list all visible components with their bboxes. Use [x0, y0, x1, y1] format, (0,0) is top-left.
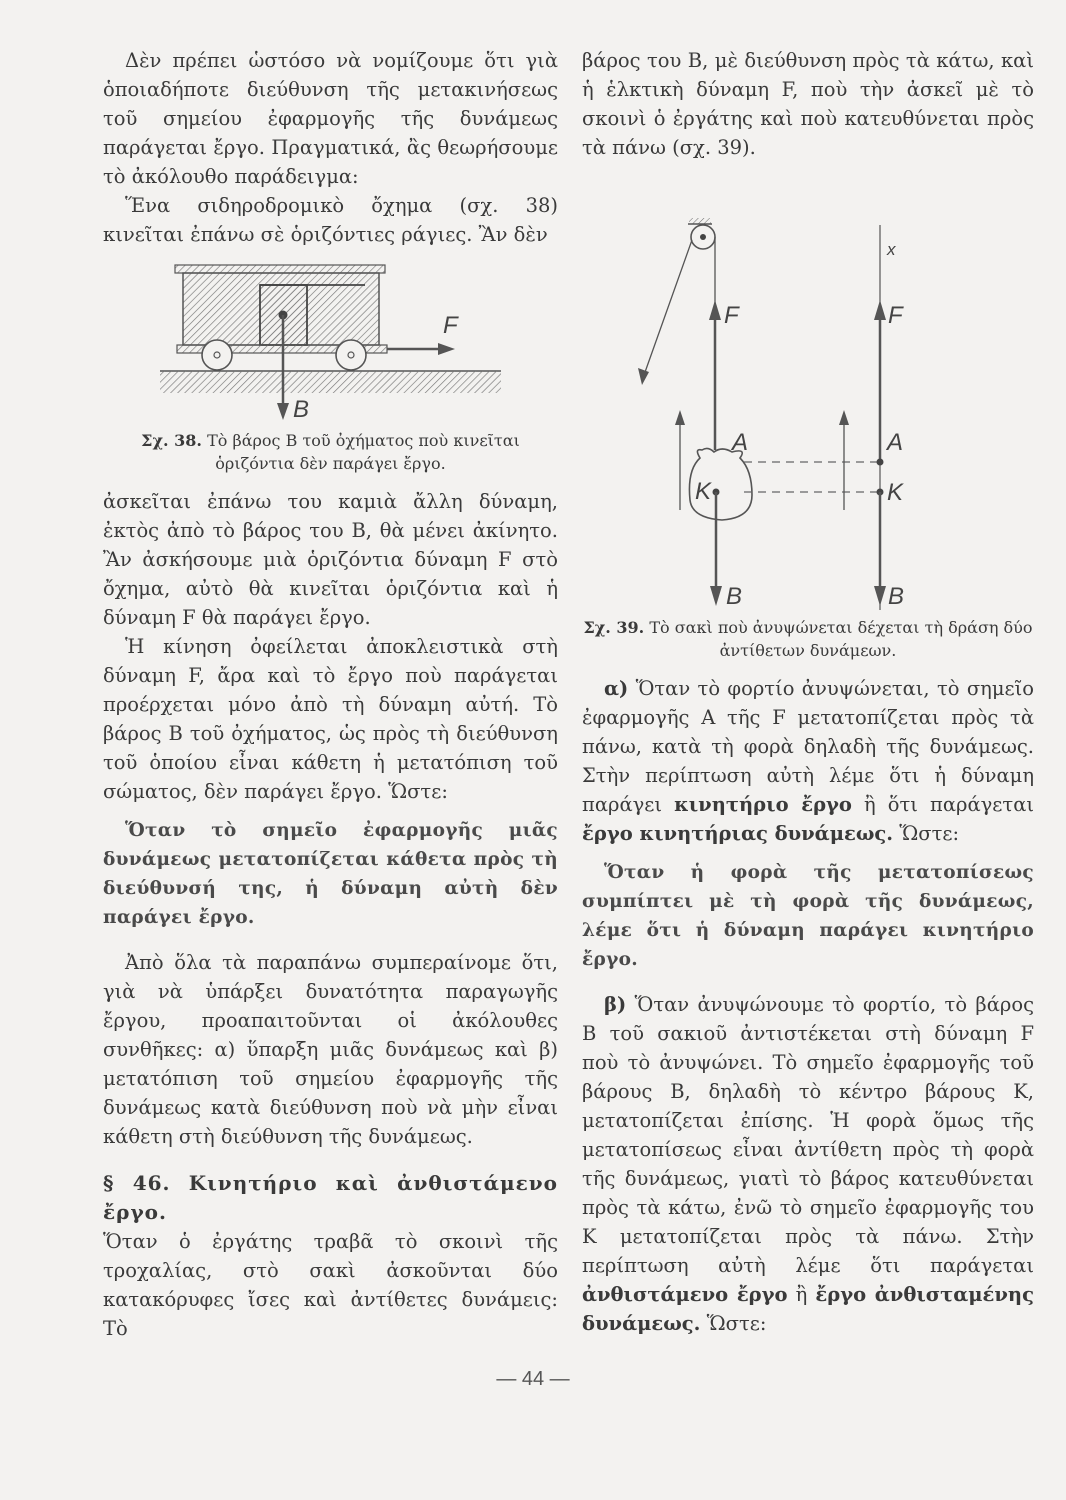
left-column	[103, 46, 558, 1343]
paragraph-motion-cause: Ἡ κίνηση ὀφείλεται ἀποκλειστικὰ στὴ δύναμη F, ἄρα καὶ τὸ ἔργο ποὺ παράγεται προέρχεται μόνο ἀπὸ τὴ δύναμη αὐτή. Τὸ βάρος Β τοῦ ὀχήματος, ὡς πρὸς τὴ διεύθυνση τοῦ ὁποίου εἶναι κάθετη ἡ μετατόπιση τοῦ σώματος, δὲν παράγει ἔργο. Ὥστε:	[103, 635, 558, 803]
figure-39-caption	[582, 616, 1034, 662]
pulley-sack-diagram-icon	[582, 170, 1034, 610]
rule-motive-work: Ὅταν ἡ φορὰ τῆς μετατοπίσεως συμπίπτει μὲ τὴ φορὰ τῆς δυνάμεως, λέμε ὅτι ἡ δύναμη παράγει κινητήριο ἔργο.	[582, 862, 1034, 970]
case-a-label: α)	[604, 677, 629, 700]
term-resistive-work: ἀνθιστάμενο ἔργο	[582, 1283, 788, 1306]
svg-text:B: B	[726, 583, 743, 610]
paragraph-pulley-intro: Ὅταν ὁ ἐργάτης τραβᾶ τὸ σκοινὶ τῆς τροχαλίας, στὸ σακὶ ἀσκοῦνται δύο κατακόρυφες ἴσες καὶ ἀντίθετες δυνάμεις: Τὸ	[103, 1230, 558, 1340]
paragraph-intro: Δὲν πρέπει ὡστόσο νὰ νομίζουμε ὅτι γιὰ ὁποιαδήποτε διεύθυνση τῆς μετακινήσεως τοῦ σημείου ἐφαρμογῆς τῆς δυνάμεως παράγεται ἔργο. Πραγματικά, ἂς θεωρήσουμε τὸ ἀκόλουθο παράδειγμα:	[103, 49, 558, 188]
case-b-label: β)	[604, 993, 627, 1016]
figure-38-caption-text: Τὸ βάρος Β τοῦ ὀχήματος ποὺ κινεῖται ὁριζόντια δὲν παράγει ἔργο.	[207, 431, 520, 473]
rule-perpendicular-no-work: Ὅταν τὸ σημεῖο ἐφαρμογῆς μιᾶς δυνάμεως μετατοπίζεται κάθετα πρὸς τὴ διεύθυνσή της, ἡ δύναμη αὐτὴ δὲν παράγει ἔργο.	[103, 820, 558, 928]
figure-38-railway-car	[103, 255, 558, 423]
paragraph-force-on-car: ἀσκεῖται ἐπάνω του καμιὰ ἄλλη δύναμη, ἐκτὸς ἀπὸ τὸ βάρος του Β, θὰ μένει ἀκίνητο. Ἂν ἀσκήσουμε μιὰ ὁριζόντια δύναμη F στὸ ὄχημα, αὐτὸ θὰ κινεῖται ὁριζόντια καὶ ἡ δύναμη F θὰ παράγει ἔργο.	[103, 490, 558, 629]
figure-39-caption-label: Σχ. 39.	[583, 618, 645, 637]
figure-38-caption	[103, 429, 558, 475]
page-number: — 44 —	[496, 1368, 570, 1390]
svg-text:x: x	[887, 240, 896, 259]
paragraph-case-a: α) Ὅταν τὸ φορτίο ἀνυψώνεται, τὸ σημεῖο ἐφαρμογῆς Α τῆς F μετατοπίζεται πρὸς τὰ πάνω, κατὰ τὴ φορὰ δηλαδὴ τῆς δυνάμεως. Στὴν περίπτωση αὐτὴ λέμε ὅτι ἡ δύναμη παράγει κινητήριο ἔργο ἢ ὅτι παράγεται ἔργο κινητήριας δυνάμεως. Ὥστε:	[582, 677, 1035, 845]
svg-text:K: K	[695, 478, 712, 505]
svg-text:B: B	[293, 396, 310, 423]
svg-text:A: A	[887, 429, 904, 456]
paragraph-weight-and-force: βάρος του Β, μὲ διεύθυνση πρὸς τὰ κάτω, καὶ ἡ ἑλκτικὴ δύναμη F, ποὺ τὴν ἀσκεῖ μὲ τὸ σκοινὶ ὁ ἐργάτης καὶ ποὺ κατευθύνεται πρὸς τὰ πάνω (σχ. 39).	[582, 49, 1034, 159]
right-column	[582, 46, 1034, 1338]
figure-38-caption-label: Σχ. 38.	[141, 431, 202, 450]
svg-text:F: F	[888, 302, 903, 329]
term-motive-force-work: ἔργο κινητήριας δυνάμεως.	[582, 822, 894, 845]
svg-text:F: F	[443, 312, 458, 339]
svg-text:K: K	[887, 479, 904, 506]
paragraph-conditions-for-work: Ἀπὸ ὅλα τὰ παραπάνω συμπεραίνομε ὅτι, γιὰ νὰ ὑπάρξει δυνατότητα παραγωγῆς ἔργου, προαπαιτοῦνται οἱ ἀκόλουθες συνθῆκες: α) ὕπαρξη μιᾶς δυνάμεως καὶ β) μετατόπιση τοῦ σημείου ἐφαρμογῆς τῆς δυνάμεως κατὰ διεύθυνση ποὺ νὰ μὴν εἶναι κάθετη στὴ διεύθυνση τῆς δυνάμεως.	[103, 951, 558, 1148]
figure-39-caption-text: Τὸ σακὶ ποὺ ἀνυψώνεται δέχεται τὴ δράση δύο ἀντίθετων δυνάμεων.	[649, 618, 1033, 660]
svg-text:A: A	[732, 429, 749, 456]
paragraph-case-b: β) Ὅταν ἀνυψώνουμε τὸ φορτίο, τὸ βάρος Β τοῦ σακιοῦ ἀντιστέκεται στὴ δύναμη F ποὺ τὸ ἀνυψώνει. Τὸ σημεῖο ἐφαρμογῆς τοῦ βάρους Β, δηλαδὴ τὸ κέντρο βάρους Κ, μετατοπίζεται ἐπίσης. Ἡ φορὰ ὅμως τῆς μετατοπίσεως εἶναι ἀντίθετη πρὸς τὴ φορὰ τῆς δυνάμεως, γιατὶ τὸ βάρος κατευθύνεται πρὸς τὰ κάτω, ἐνῶ τὸ σημεῖο ἐφαρμογῆς του Κ μετατοπίζεται πρὸς τὰ πάνω. Στὴν περίπτωση αὐτὴ λέμε ὅτι παράγεται ἀνθιστάμενο ἔργο ἢ ἔργο ἀνθισταμένης δυνάμεως. Ὥστε:	[582, 993, 1034, 1335]
paragraph-railway-example: Ἕνα σιδηροδρομικὸ ὄχημα (σχ. 38) κινεῖται ἐπάνω σὲ ὁριζόντιες ράγιες. Ἂν δὲν	[103, 194, 558, 246]
railway-car-diagram-icon	[103, 255, 558, 423]
figure-39-pulley-sack	[582, 170, 1034, 610]
term-resistive-force-work: ἔργο ἀνθισταμένης δυνάμεως.	[582, 1283, 1034, 1335]
svg-text:B: B	[888, 583, 905, 610]
section-heading-46: § 46. Κινητήριο καὶ ἀνθιστάμενο ἔργο.	[103, 1171, 558, 1224]
term-motive-work: κινητήριο ἔργο	[674, 793, 852, 816]
svg-text:F: F	[724, 302, 739, 329]
